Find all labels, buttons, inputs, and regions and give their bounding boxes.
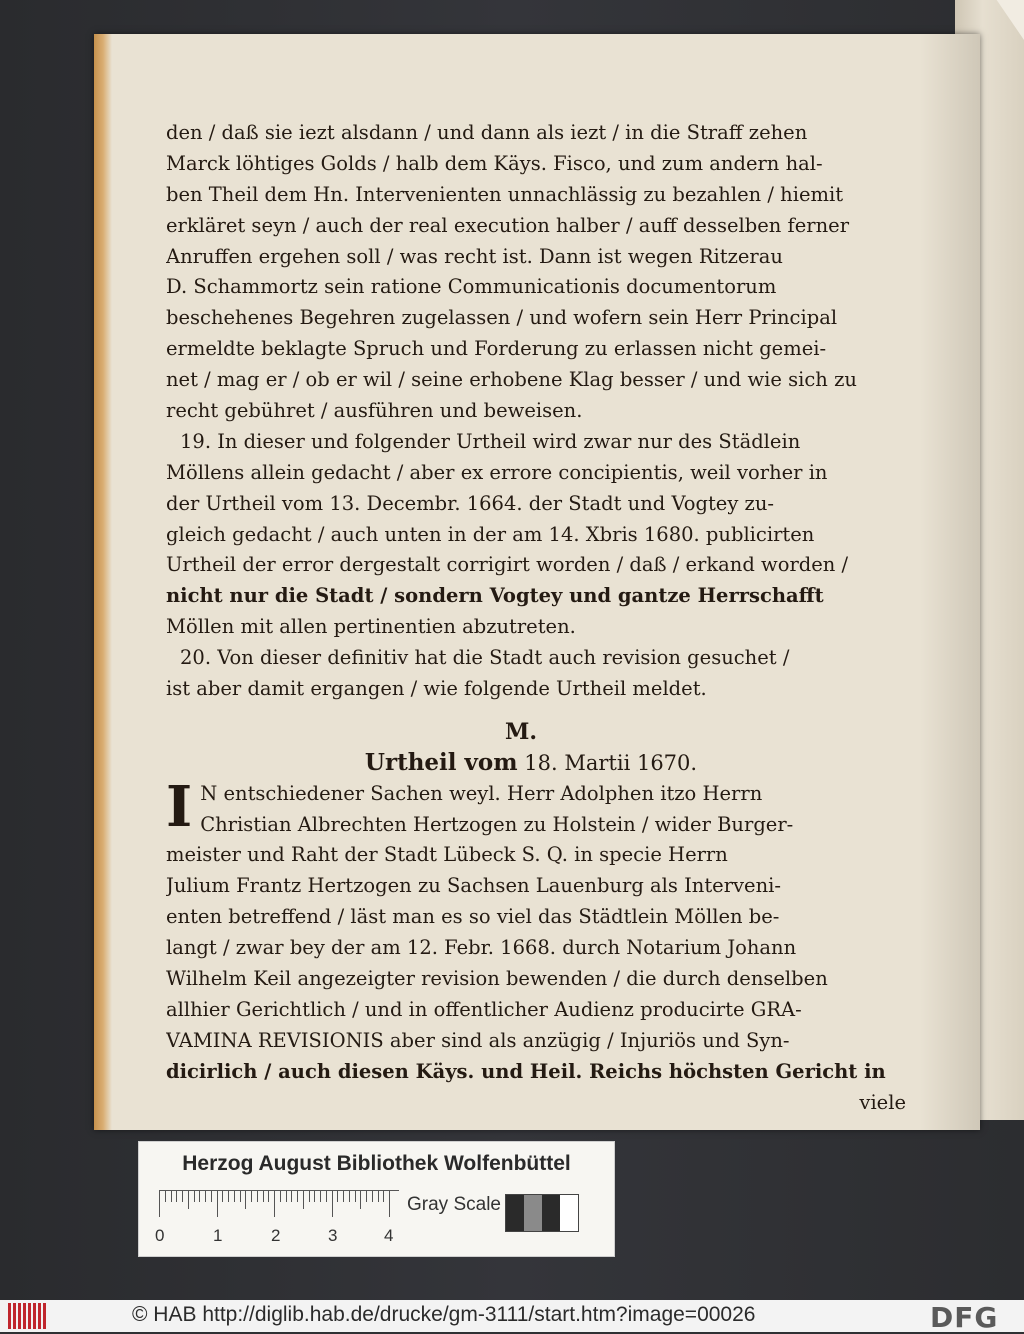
ruler-tick bbox=[211, 1191, 212, 1202]
ruler-tick bbox=[383, 1191, 384, 1202]
text-line: ist aber damit ergangen / wie folgende Urtheil meldet. bbox=[166, 677, 707, 701]
ruler-tick bbox=[268, 1191, 269, 1202]
hab-logo-bar bbox=[23, 1303, 26, 1329]
hab-logo-bar bbox=[28, 1303, 31, 1329]
text-line: Anruffen ergehen soll / was recht ist. Dann ist wegen Ritzerau bbox=[166, 244, 783, 268]
ruler-number: 3 bbox=[328, 1226, 338, 1245]
text-line: langt / zwar bey der am 12. Febr. 1668. durch Notarium Johann bbox=[166, 936, 797, 960]
ruler-number: 4 bbox=[384, 1226, 394, 1245]
text-line: den / daß sie iezt alsdann / und dann als iezt / in die Straff zehen bbox=[166, 121, 808, 144]
text-line: beschehenes Begehren zugelassen / und wofern sein Herr Principal bbox=[166, 306, 838, 330]
ruler-tick bbox=[280, 1191, 281, 1202]
paragraph-20-line: 20. Von dieser definitiv hat die Stadt auch revision gesuchet / bbox=[180, 646, 790, 670]
catchword: viele bbox=[859, 1090, 906, 1114]
text-line: Julium Frantz Hertzogen zu Sachsen Lauenburg als Interveni- bbox=[166, 874, 781, 898]
page-stained-edge bbox=[94, 34, 112, 1130]
text-line: nicht nur die Stadt / sondern Vogtey und gantze Herrschafft bbox=[166, 584, 824, 608]
verdict-heading bbox=[166, 748, 906, 779]
ruler-tick bbox=[159, 1191, 160, 1217]
ruler-tick bbox=[343, 1191, 344, 1202]
text-line: dicirlich / auch diesen Käys. und Heil. Reichs höchsten Gericht in bbox=[166, 1059, 886, 1083]
ruler-tick bbox=[240, 1191, 241, 1202]
hab-logo-bar bbox=[38, 1303, 41, 1329]
ruler-tick bbox=[378, 1191, 379, 1202]
measurement-ruler bbox=[159, 1190, 399, 1219]
verdict-paragraph bbox=[166, 773, 906, 1119]
ruler-tick bbox=[309, 1191, 310, 1202]
hab-logo-bar bbox=[13, 1303, 16, 1329]
gray-scale-swatches bbox=[505, 1194, 579, 1232]
ruler-tick bbox=[245, 1191, 246, 1209]
text-line: erkläret seyn / auch der real execution halber / auff desselben ferner bbox=[166, 213, 850, 237]
ruler-tick bbox=[205, 1191, 206, 1202]
ruler-tick bbox=[222, 1191, 223, 1202]
hab-logo-bar bbox=[18, 1303, 21, 1329]
gray-swatch bbox=[560, 1195, 578, 1231]
verdict-heading-date: 18. Martii 1670. bbox=[524, 750, 698, 775]
ruler-tick bbox=[251, 1191, 252, 1202]
text-line: D. Schammortz sein ratione Communicationis documentorum bbox=[166, 275, 777, 299]
ruler-tick bbox=[182, 1191, 183, 1202]
section-spacer bbox=[166, 705, 906, 717]
text-line: meister und Raht der Stadt Lübeck S. Q. in specie Herrn bbox=[166, 843, 728, 867]
ruler-number: 0 bbox=[155, 1226, 165, 1245]
text-line: VAMINA REVISIONIS aber sind als anzügig / Injuriös und Syn- bbox=[166, 1028, 790, 1052]
section-letter: M. bbox=[504, 718, 537, 745]
ruler-tick bbox=[337, 1191, 338, 1202]
text-line: Möllens allein gedacht / aber ex errore concipientis, weil vorher in bbox=[166, 460, 828, 484]
text-line: enten betreffend / läst man es so viel das Städtlein Möllen be- bbox=[166, 905, 780, 929]
ruler-tick bbox=[234, 1191, 235, 1202]
text-line: recht gebühret / ausführen und beweisen. bbox=[166, 399, 583, 423]
ruler-tick bbox=[349, 1191, 350, 1202]
ruler-tick bbox=[199, 1191, 200, 1202]
text-line: Christian Albrechten Hertzogen zu Holstein / wider Burger- bbox=[200, 812, 794, 836]
text-line: N entschiedener Sachen weyl. Herr Adolphen itzo Herrn bbox=[200, 781, 763, 805]
ruler-tick bbox=[188, 1191, 189, 1209]
drop-cap-letter: I bbox=[166, 773, 193, 840]
page-text bbox=[166, 118, 906, 1119]
ruler-tick bbox=[194, 1191, 195, 1202]
gray-swatch bbox=[524, 1195, 542, 1231]
library-name: Herzog August Bibliothek Wolfenbüttel bbox=[182, 1152, 571, 1175]
ruler-tick bbox=[360, 1191, 361, 1209]
text-line: allhier Gerichtlich / und in offentlicher Audienz producirte GRA- bbox=[166, 997, 802, 1021]
verdict-heading-prefix: Urtheil vom bbox=[364, 748, 518, 776]
hab-logo-bar bbox=[33, 1303, 36, 1329]
text-line: der Urtheil vom 13. Decembr. 1664. der Stadt und Vogtey zu- bbox=[166, 491, 774, 515]
page-shadow bbox=[920, 34, 980, 1130]
gray-scale-label: Gray Scale bbox=[407, 1194, 501, 1215]
gray-swatch bbox=[542, 1195, 560, 1231]
ruler-tick bbox=[332, 1191, 333, 1217]
ruler-tick bbox=[228, 1191, 229, 1202]
ruler-tick bbox=[366, 1191, 367, 1202]
ruler-tick bbox=[257, 1191, 258, 1202]
hab-logo-bar bbox=[43, 1303, 46, 1329]
text-line: Marck löhtiges Golds / halb dem Käys. Fisco, und zum andern hal- bbox=[166, 151, 823, 175]
hab-logo-bar bbox=[8, 1303, 11, 1329]
text-line: Möllen mit allen pertinentien abzutreten. bbox=[166, 615, 576, 639]
footer-bar bbox=[0, 1300, 1024, 1332]
dfg-logo: DFG bbox=[930, 1301, 999, 1334]
text-line: Wilhelm Keil angezeigter revision bewenden / die durch denselben bbox=[166, 967, 828, 991]
footer-copyright-link[interactable]: © HAB http://diglib.hab.de/drucke/gm-3111/start.htm?image=00026 bbox=[132, 1303, 756, 1326]
ruler-tick bbox=[297, 1191, 298, 1202]
ruler-tick bbox=[320, 1191, 321, 1202]
text-line: ermeldte beklagte Spruch und Forderung zu erlassen nicht gemei- bbox=[166, 337, 827, 361]
ruler-tick bbox=[389, 1191, 390, 1217]
ruler-tick bbox=[263, 1191, 264, 1202]
text-line: net / mag er / ob er wil / seine erhobene Klag besser / und wie sich zu bbox=[166, 368, 857, 392]
ruler-tick bbox=[303, 1191, 304, 1209]
ruler-tick bbox=[217, 1191, 218, 1217]
text-line: ben Theil dem Hn. Intervenienten unnachlässig zu bezahlen / hiemit bbox=[166, 182, 844, 206]
ruler-tick bbox=[372, 1191, 373, 1202]
text-line: gleich gedacht / auch unten in der am 14. Xbris 1680. publicirten bbox=[166, 522, 815, 546]
ruler-tick bbox=[291, 1191, 292, 1202]
library-scale-label bbox=[138, 1141, 615, 1257]
ruler-tick bbox=[286, 1191, 287, 1202]
ruler-number: 2 bbox=[271, 1226, 281, 1245]
ruler-tick bbox=[326, 1191, 327, 1202]
gray-swatch bbox=[506, 1195, 524, 1231]
ruler-tick bbox=[355, 1191, 356, 1202]
paragraph-19-line: 19. In dieser und folgender Urtheil wird zwar nur des Städlein bbox=[180, 429, 801, 453]
ruler-tick bbox=[165, 1191, 166, 1202]
ruler-tick bbox=[171, 1191, 172, 1202]
ruler-number: 1 bbox=[213, 1226, 223, 1245]
text-line: Urtheil der error dergestalt corrigirt worden / daß / erkand worden / bbox=[166, 553, 849, 577]
ruler-tick bbox=[176, 1191, 177, 1202]
ruler-tick bbox=[314, 1191, 315, 1202]
ruler-tick bbox=[274, 1191, 275, 1217]
hab-logo-icon bbox=[8, 1303, 48, 1329]
